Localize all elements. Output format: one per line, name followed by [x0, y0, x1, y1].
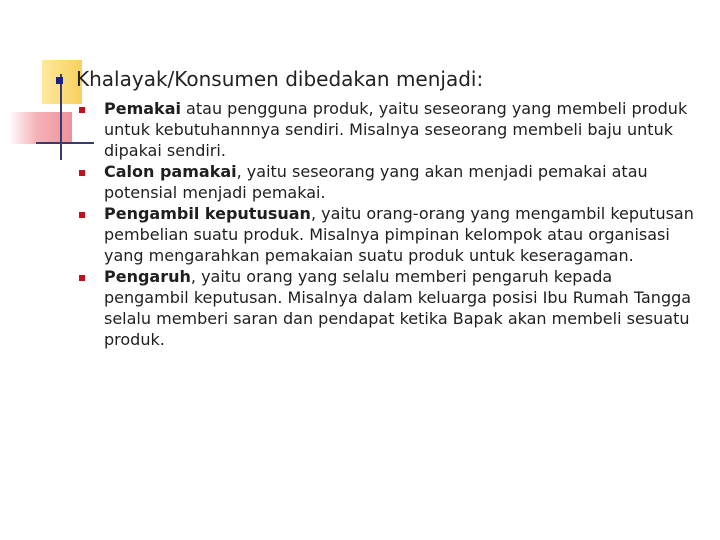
- item-term: Pengaruh: [104, 267, 191, 286]
- horizontal-line-decoration: [36, 142, 94, 144]
- list-item: [104, 98, 694, 161]
- item-term: Pemakai: [104, 99, 181, 118]
- square-bullet-icon: [79, 275, 85, 281]
- item-text: , yaitu orang yang selalu memberi pengaruh kepada pengambil keputusan. Misalnya dalam keluarga posisi Ibu Rumah Tangga selalu memberi saran dan pendapat ketika Bapak akan membeli sesuatu produk.: [104, 267, 692, 349]
- list-item: [104, 203, 694, 266]
- slide-heading: Khalayak/Konsumen dibedakan menjadi:: [76, 67, 484, 91]
- item-text: atau pengguna produk, yaitu seseorang yang membeli produk untuk kebutuhannnya sendiri. Misalnya seseorang membeli baju untuk dipakai sendiri.: [104, 99, 688, 160]
- square-bullet-icon: [79, 170, 85, 176]
- list-item: [104, 266, 694, 350]
- item-term: Calon pamakai: [104, 162, 237, 181]
- item-term: Pengambil keputusuan: [104, 204, 311, 223]
- item-text: , yaitu orang-orang yang mengambil keputusan pembelian suatu produk. Misalnya pimpinan kelompok atau organisasi yang mengarahkan pemakaian suatu produk untuk keseragaman.: [104, 204, 694, 265]
- square-bullet-icon: [79, 107, 85, 113]
- main-bullet: [76, 64, 483, 94]
- square-bullet-icon: [56, 77, 63, 84]
- list-item: [104, 161, 694, 203]
- sub-bullet-list: [104, 98, 694, 350]
- item-text: , yaitu seseorang yang akan menjadi pemakai atau potensial menjadi pemakai.: [104, 162, 648, 202]
- pink-bar-decoration: [8, 112, 72, 144]
- square-bullet-icon: [79, 212, 85, 218]
- vertical-line-decoration: [60, 74, 62, 160]
